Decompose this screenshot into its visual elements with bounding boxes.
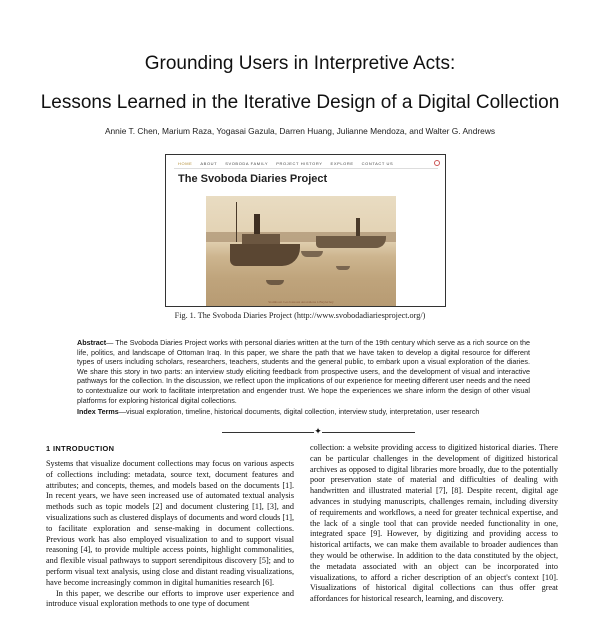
body-paragraph: collection: a website providing access to digitized historical diaries. There can be particular challenges in the development of digitized historical archives as opposed to digital libraries more broadly, due to the potentially poor preservation state of material and difficulties of dealing with handwritten and illustrated material [7], [8]. Despite recent, digital age advances in studying manuscripts, challenges remain, including diversity of requirements and workflows, a need for greater technical expertise, and the lack of a single tool that can provide needed functionality in one, integrated space [9]. However, by digitizing and providing access to historical artifacts, we can make them available to broader audiences than they would be otherwise. In addition to the data constituted by the object, the metadata associated with an object can be incorporated into visualizations, to afford a richer description of an object's context [10]. Visualizations of historical digital collections can thus offer great affordances for historical research, learning, and discovery.	[310, 443, 558, 604]
figure-nav-home: HOME	[178, 160, 193, 166]
body-paragraph: In this paper, we describe our efforts to improve user experience and introduce visual exploration methods to one type of document	[46, 588, 294, 609]
figure-nav-svoboda-family: SVOBODA FAMILY	[225, 160, 269, 166]
figure-nav-explore: EXPLORE	[330, 160, 354, 166]
photo-smokestack	[254, 214, 260, 236]
body-paragraph: Systems that visualize document collections may focus on various aspects of collections including: metadata, source text, document features and attributes; and concepts, themes, and models based on the documents [1]. In recent years, we have seen increased use of automated textual analysis methods such as topic models [2] and document clustering [1], [3], and visualizations such as clustered displays of documents and word clouds [1], to facilitate exploration and sense-making in document collections. Previous work has also employed visualization to and to support visual reasoning [4], to provide multiple access points, highlight commonalities, and flexible visual pathways to support serendipitous discovery [5]; and to perform visual text analysis, using close and distant reading visualizations, have become increasingly common in digital humanities research [6].	[46, 459, 294, 587]
paper-title-line-1: Grounding Users in Interpretive Acts:	[144, 53, 456, 74]
photo-rowboat-2	[336, 266, 350, 270]
abstract-label: Abstract	[77, 338, 107, 347]
figure-site-title: The Svoboda Diaries Project	[178, 173, 328, 185]
index-terms-label: Index Terms	[77, 407, 119, 416]
figure-site-nav	[178, 159, 440, 167]
author-list: Annie T. Chen, Marium Raza, Yogasai Gazula, Darren Huang, Julianne Mendoza, and Walter G. Andrews	[104, 126, 496, 136]
index-terms-text: —visual exploration, timeline, historical documents, digital collection, interview study, interpretation, user research	[118, 407, 480, 416]
figure-1-screenshot	[165, 154, 446, 307]
figure-nav-contact-us: CONTACT US	[361, 160, 394, 166]
figure-nav-about: ABOUT	[200, 160, 218, 166]
figure-nav-divider	[174, 168, 438, 169]
section-heading-introduction: 1 INTRODUCTION	[46, 444, 115, 453]
photo-rowboat	[301, 251, 323, 257]
paper-title-line-2: Lessons Learned in the Iterative Design of a Digital Collection	[40, 92, 560, 113]
abstract	[77, 338, 530, 405]
figure-historical-photo	[206, 196, 396, 306]
figure-caption: Fig. 1. The Svoboda Diaries Project (http://www.svobodadiariesproject.org/)	[174, 311, 426, 320]
photo-mast	[236, 202, 237, 242]
figure-search-icon	[434, 160, 440, 166]
divider-diamond-icon: ✦	[314, 427, 322, 437]
photo-caption: Stamboul. Les bateaux Anatoliens à Beylerbey	[268, 300, 334, 304]
abstract-text: — The Svoboda Diaries Project works with personal diaries written at the turn of the 19th century which serve as a rich source on the life, politics, and landscape of Ottoman Iraq. In this paper, we share the path that we have taken to develop a digital resource for different types of users including scholars, researchers, teachers, students and the general public, to embark upon a visual exploration of the diaries. We share this story in two parts: an interview study eliciting feedback from prospective users, and the development of visual and interactive pathways for the collection. In the discussion, we reflect upon the implications of our experience for meeting different user needs and the need to contextualize our work to facilitate interpretation and engender trust. We hope the experiences we share inform the design of other visual platforms for exploring historical digital collections.	[77, 338, 530, 405]
photo-steamboat	[230, 244, 300, 266]
photo-ferry	[316, 236, 386, 248]
photo-smokestack-2	[356, 218, 360, 236]
body-column-left	[46, 459, 294, 610]
body-column-right	[310, 443, 558, 605]
photo-rowboat-3	[266, 280, 284, 285]
index-terms	[77, 407, 530, 417]
figure-nav-project-history: PROJECT HISTORY	[276, 160, 323, 166]
